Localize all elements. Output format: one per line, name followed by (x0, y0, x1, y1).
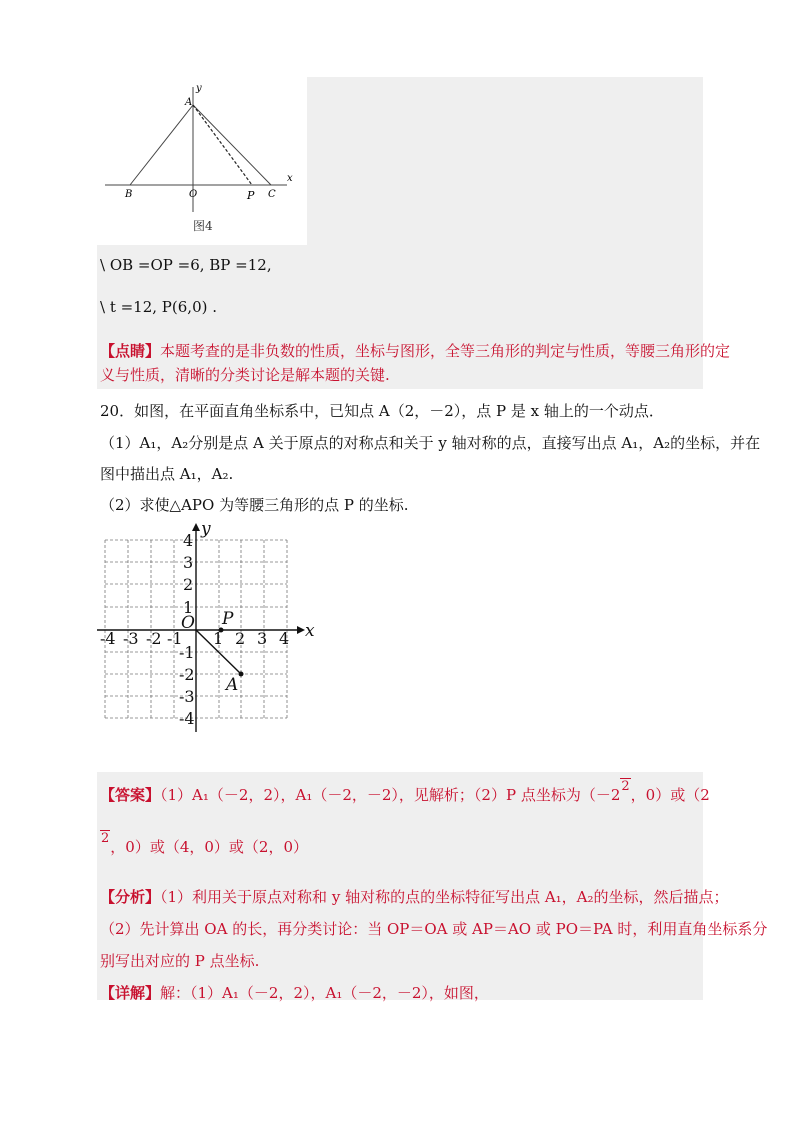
fenxi-text-1: （1）利用关于原点对称和 y 轴对称的点的坐标特征写出点 A₁，A₂的坐标，然后描点； (160, 888, 729, 906)
question-20-line-1: 20．如图，在平面直角坐标系中，已知点 A（2，－2），点 P 是 x 轴上的一个动点． (100, 402, 664, 420)
answer-line-2 (100, 831, 308, 860)
x-tick-neg2: -2 (146, 629, 162, 648)
label-C: C (268, 189, 276, 200)
fenxi-tag: 【分析】 (100, 888, 161, 906)
answer-tag: 【答案】 (100, 786, 161, 804)
figure-caption: 图4 (193, 219, 213, 233)
y-axis-label: y (201, 520, 211, 539)
xiangjie-line-1 (100, 982, 489, 1004)
dianjing-line-1 (100, 340, 730, 362)
point-A-label: A (226, 675, 239, 695)
figure-4-diagram (97, 77, 307, 245)
coordinate-grid (97, 520, 327, 735)
dianjing-tag: 【点睛】 (100, 342, 161, 360)
x-axis-label: x (305, 621, 315, 641)
y-tick-neg3: -3 (179, 687, 195, 706)
fenxi-line-3: 别写出对应的 P 点坐标. (100, 952, 260, 970)
label-y: y (196, 83, 202, 94)
xiangjie-tag: 【详解】 (100, 984, 161, 1002)
solution-line-1: \ OB =OP =6, BP =12, (100, 256, 272, 274)
x-tick-2: 2 (235, 629, 246, 648)
y-tick-neg4: -4 (179, 709, 195, 728)
x-tick-neg1: -1 (167, 629, 183, 648)
point-P-label: P (222, 609, 234, 629)
y-tick-neg1: -1 (179, 643, 195, 662)
figure-4 (97, 77, 307, 245)
answer-text-1a: （1）A₁（－2，2），A₁（－2，－2），见解析；（2）P 点坐标为（－2 (160, 786, 621, 804)
answer-line-1 (100, 779, 710, 808)
y-tick-1: 1 (183, 598, 194, 617)
x-tick-1: 1 (213, 629, 224, 648)
x-tick-neg3: -3 (123, 629, 139, 648)
y-tick-2: 2 (183, 575, 194, 594)
origin-label: O (181, 613, 195, 633)
xiangjie-text-1: 解：（1）A₁（－2，2），A₁（－2，－2），如图， (160, 984, 489, 1002)
label-P: P (247, 189, 255, 202)
sqrt-2-b: 2 (101, 831, 110, 846)
x-tick-4: 4 (279, 629, 290, 648)
fenxi-line-2: （2）先计算出 OA 的长，再分类讨论：当 OP＝OA 或 AP＝AO 或 PO＝PA 时，利用直角坐标系分 (100, 920, 768, 938)
answer-text-2: ，0）或（4，0）或（2，0） (110, 838, 308, 856)
question-20-line-3: 图中描出点 A₁，A₂. (100, 465, 234, 483)
solution-line-2: \ t =12, P(6,0) . (100, 298, 217, 316)
question-20-line-4: （2）求使△APO 为等腰三角形的点 P 的坐标. (100, 496, 409, 514)
label-B: B (125, 189, 133, 200)
label-O: O (189, 189, 198, 200)
question-20-line-2: （1）A₁，A₂分别是点 A 关于原点的对称点和关于 y 轴对称的点，直接写出点 A₁，A₂的坐标，并在 (100, 434, 761, 452)
dianjing-text-1: 本题考查的是非负数的性质，坐标与图形，全等三角形的判定与性质，等腰三角形的定 (160, 342, 731, 360)
dianjing-line-2: 义与性质，清晰的分类讨论是解本题的关键. (100, 366, 390, 384)
y-tick-neg2: -2 (179, 665, 195, 684)
point-A-dot (239, 672, 244, 677)
label-x: x (287, 173, 293, 184)
x-tick-3: 3 (257, 629, 268, 648)
coordinate-grid-figure (97, 520, 327, 739)
sqrt-2-a: 2 (621, 779, 630, 794)
label-A: A (185, 97, 193, 108)
x-tick-neg4: -4 (100, 629, 116, 648)
y-tick-3: 3 (183, 553, 194, 572)
answer-text-1b: ，0）或（2 (630, 786, 710, 804)
fenxi-line-1 (100, 886, 729, 908)
y-tick-4: 4 (183, 531, 194, 550)
